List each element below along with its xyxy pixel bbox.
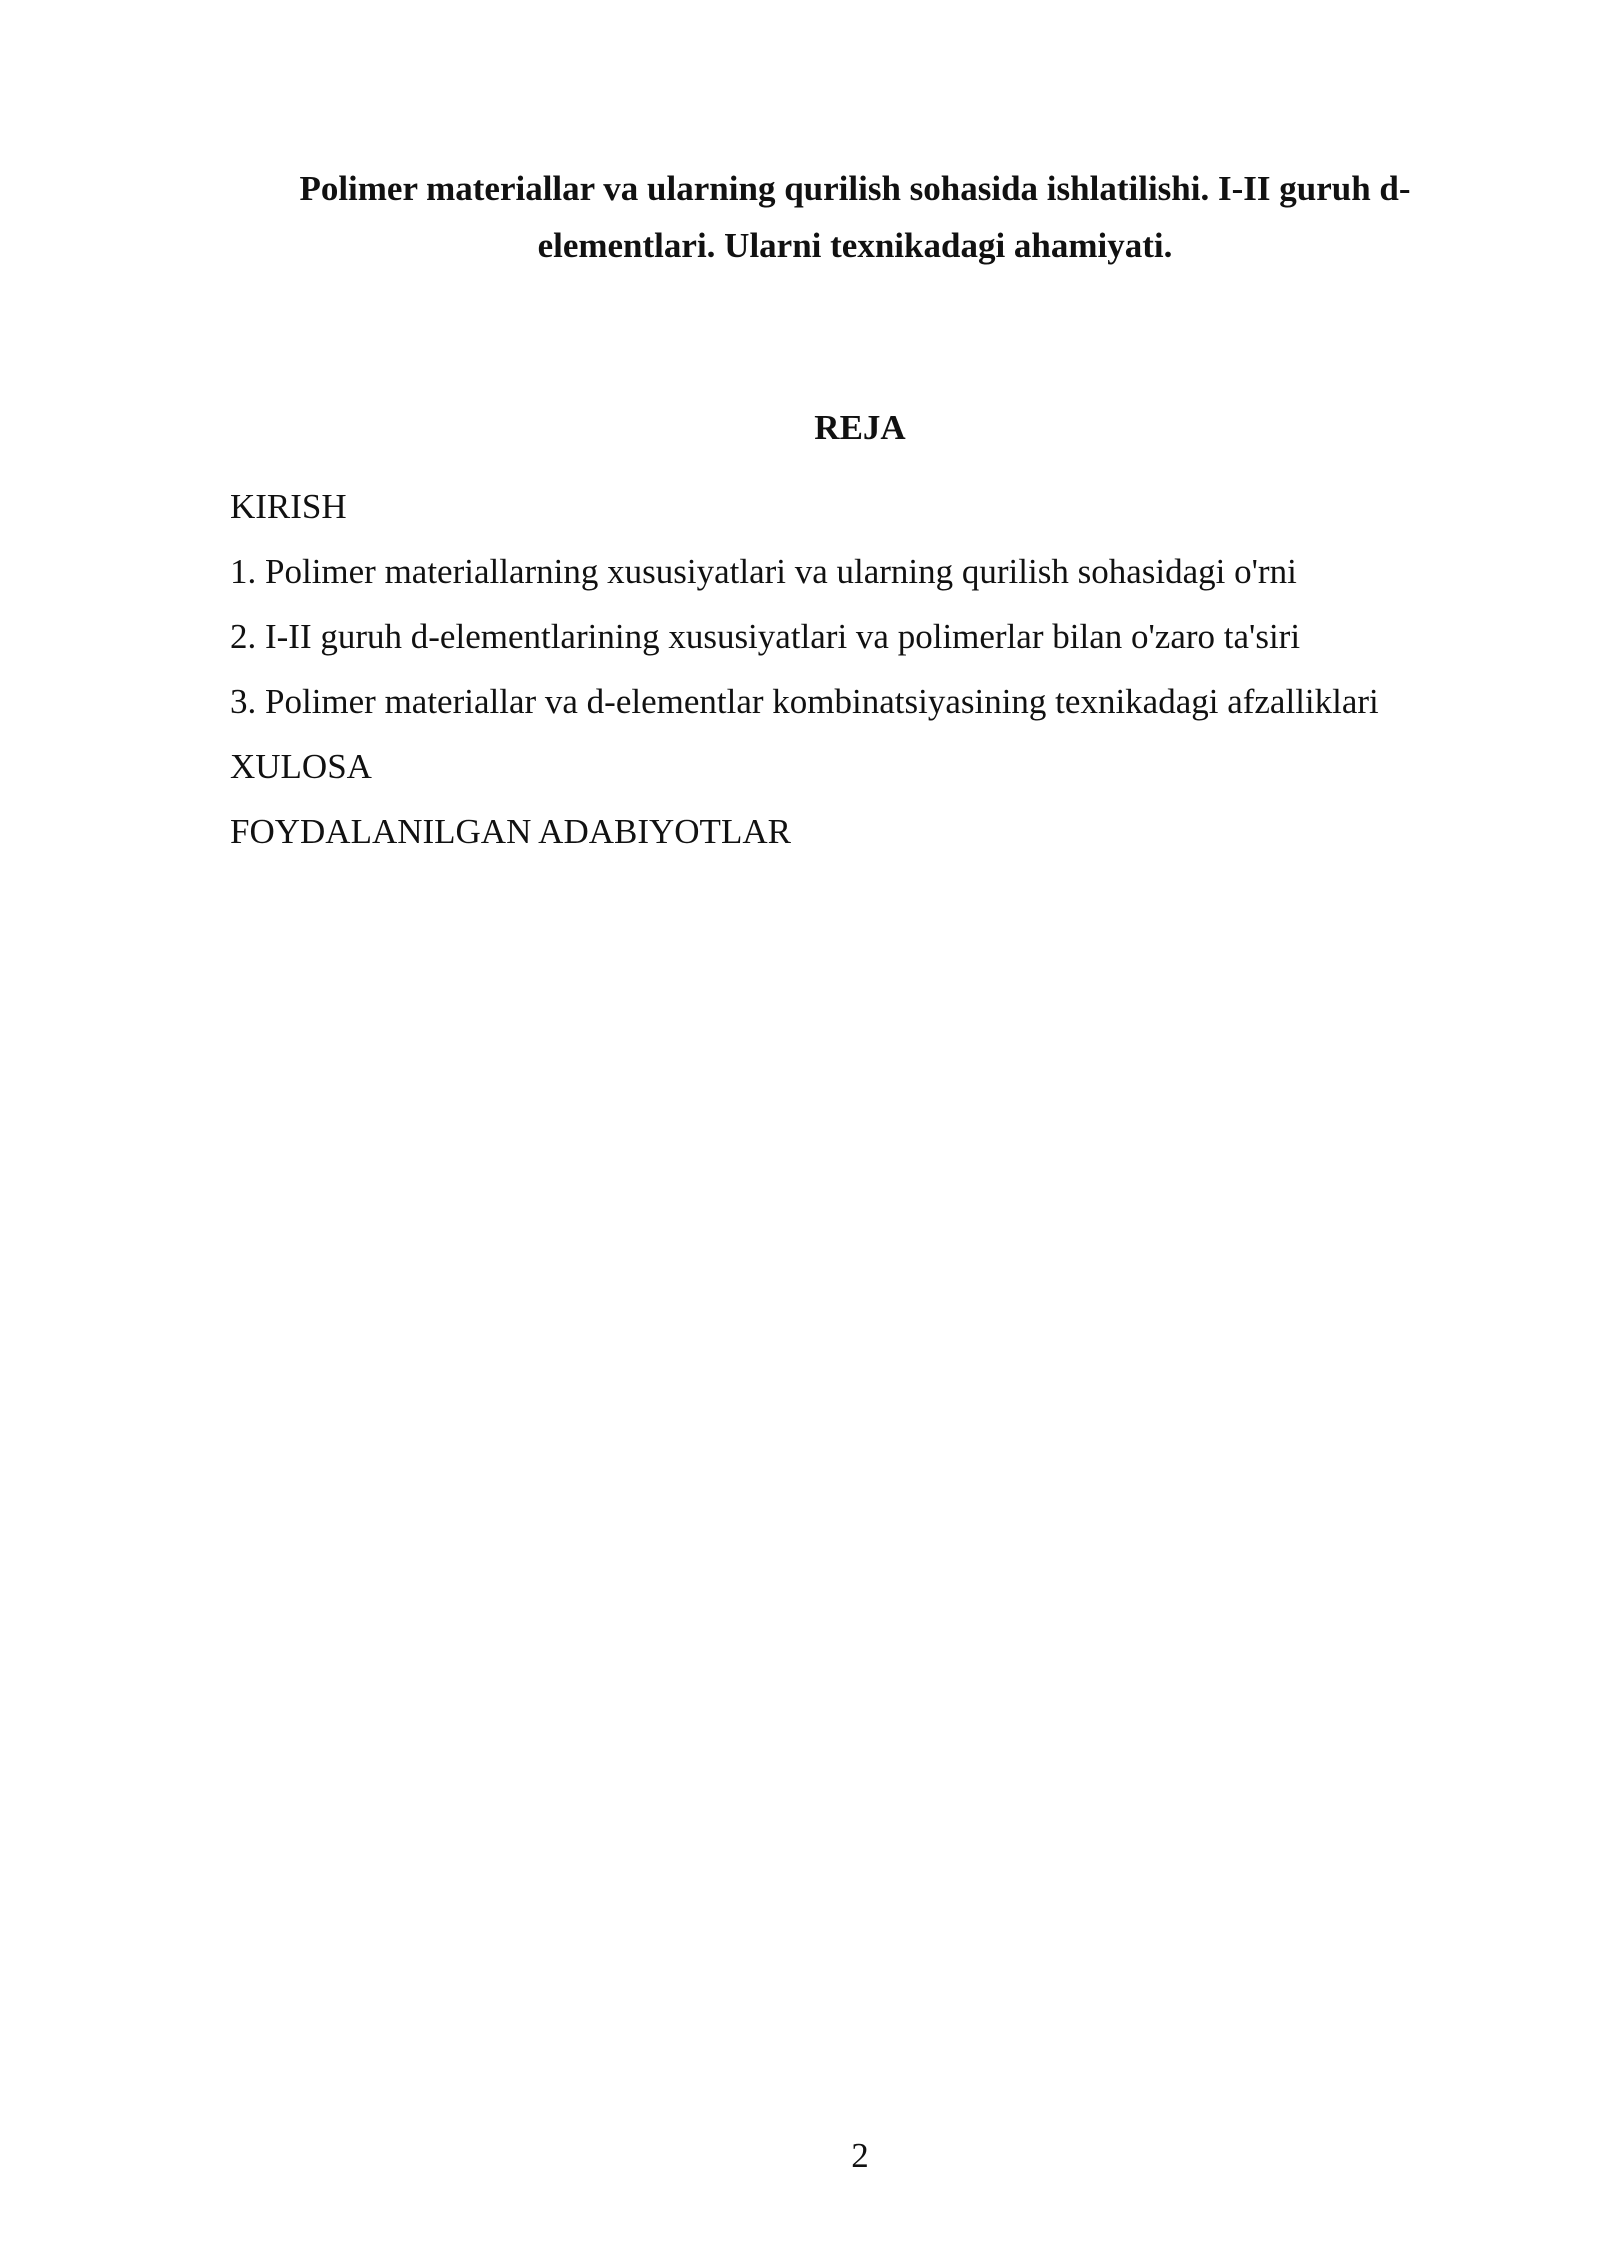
plan-item-3: 3. Polimer materiallar va d-elementlar kombinatsiyasining texnikadagi afzalliklari [230,682,1379,721]
plan-list [230,474,1379,864]
page-number: 2 [851,2136,869,2175]
plan-item-references: FOYDALANILGAN ADABIYOTLAR [230,812,791,851]
plan-item-2: 2. I-II guruh d-elementlarining xususiyatlari va polimerlar bilan o'zaro ta'siri [230,617,1301,656]
document-title: Polimer materiallar va ularning qurilish sohasida ishlatilishi. I-II guruh d-elementlari. Ularni texnikadagi ahamiyati. [299,169,1411,265]
plan-item-introduction: KIRISH [230,487,347,526]
plan-heading: REJA [814,408,906,447]
plan-item-1: 1. Polimer materiallarning xususiyatlari va ularning qurilish sohasidagi o'rni [230,552,1297,591]
plan-item-conclusion: XULOSA [230,747,372,786]
